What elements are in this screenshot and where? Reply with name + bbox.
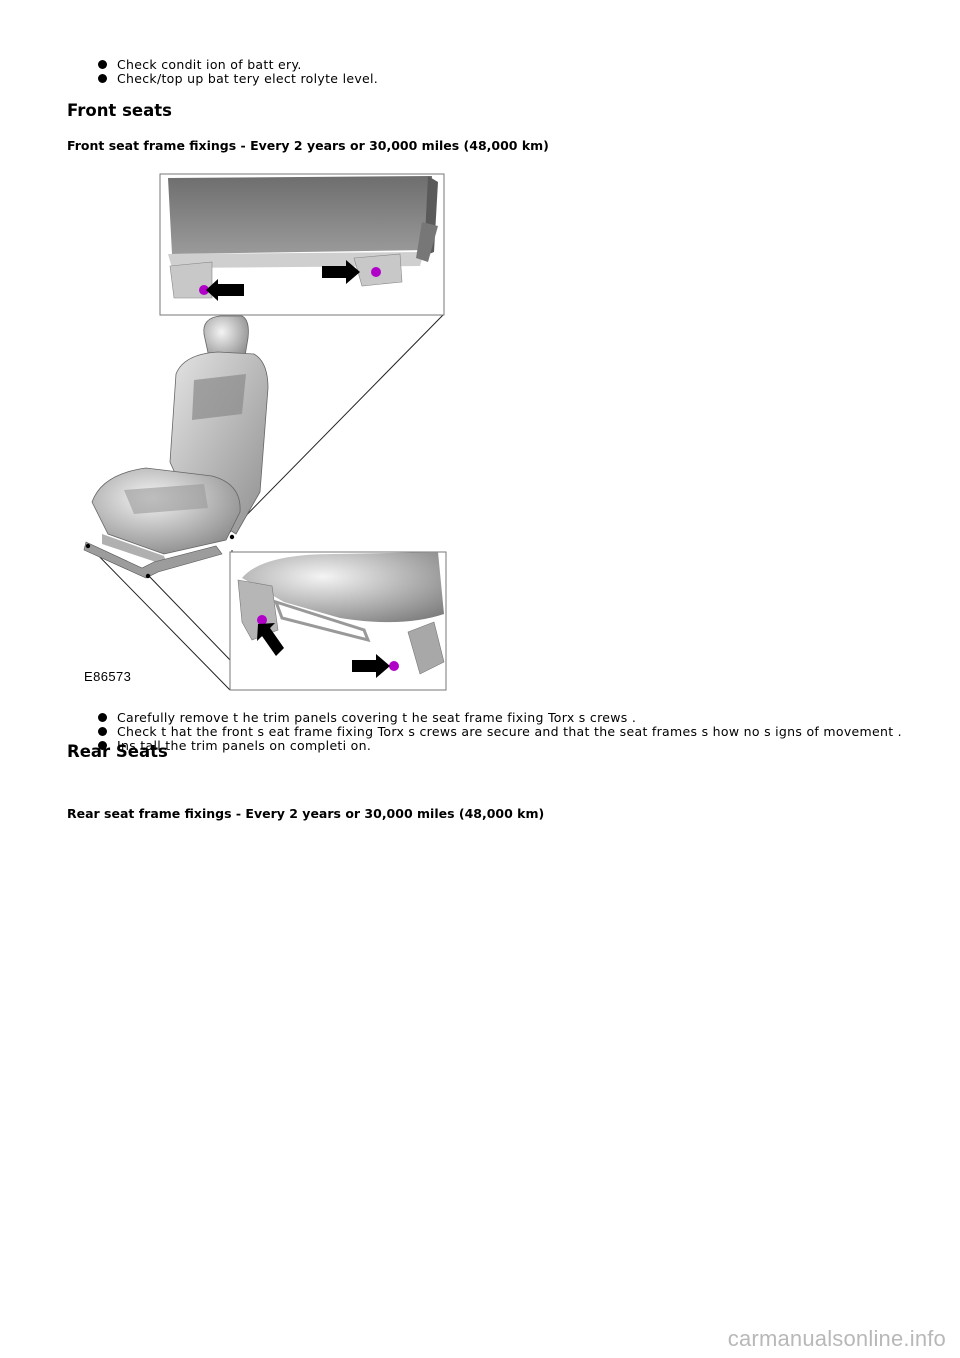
front-seat-steps-list — [98, 711, 902, 753]
top-inset-detail — [160, 174, 444, 315]
seat-frame-illustration — [72, 162, 450, 692]
list-item: Check condit ion of batt ery. — [98, 58, 378, 72]
rear-seats-heading: Rear Seats — [67, 742, 168, 761]
front-seats-subheading: Front seat frame fixings - Every 2 years or 30,000 miles (48,000 km) — [67, 138, 549, 153]
seat-drawing — [84, 316, 268, 578]
battery-checks-list — [98, 58, 378, 86]
list-item: Check t hat the front s eat frame fixing Torx s crews are secure and that the seat frames s how no s igns of movement . — [98, 725, 902, 739]
bottom-inset-detail — [230, 552, 446, 690]
list-item: Check/top up bat tery elect rolyte level. — [98, 72, 378, 86]
bullet-icon — [98, 74, 107, 83]
bullet-icon — [98, 727, 107, 736]
list-item: Carefully remove t he trim panels covering t he seat frame fixing Torx s crews . — [98, 711, 902, 725]
rear-seats-subheading: Rear seat frame fixings - Every 2 years or 30,000 miles (48,000 km) — [67, 806, 545, 821]
figure-label: E86573 — [84, 669, 132, 684]
footer-watermark[interactable]: carmanualsonline.info — [727, 1326, 946, 1351]
seat-frame-diagram — [72, 162, 450, 692]
front-seats-heading: Front seats — [67, 101, 172, 120]
list-item: Ins tall the trim panels on completi on. — [98, 739, 902, 753]
bullet-icon — [98, 60, 107, 69]
bullet-icon — [98, 713, 107, 722]
